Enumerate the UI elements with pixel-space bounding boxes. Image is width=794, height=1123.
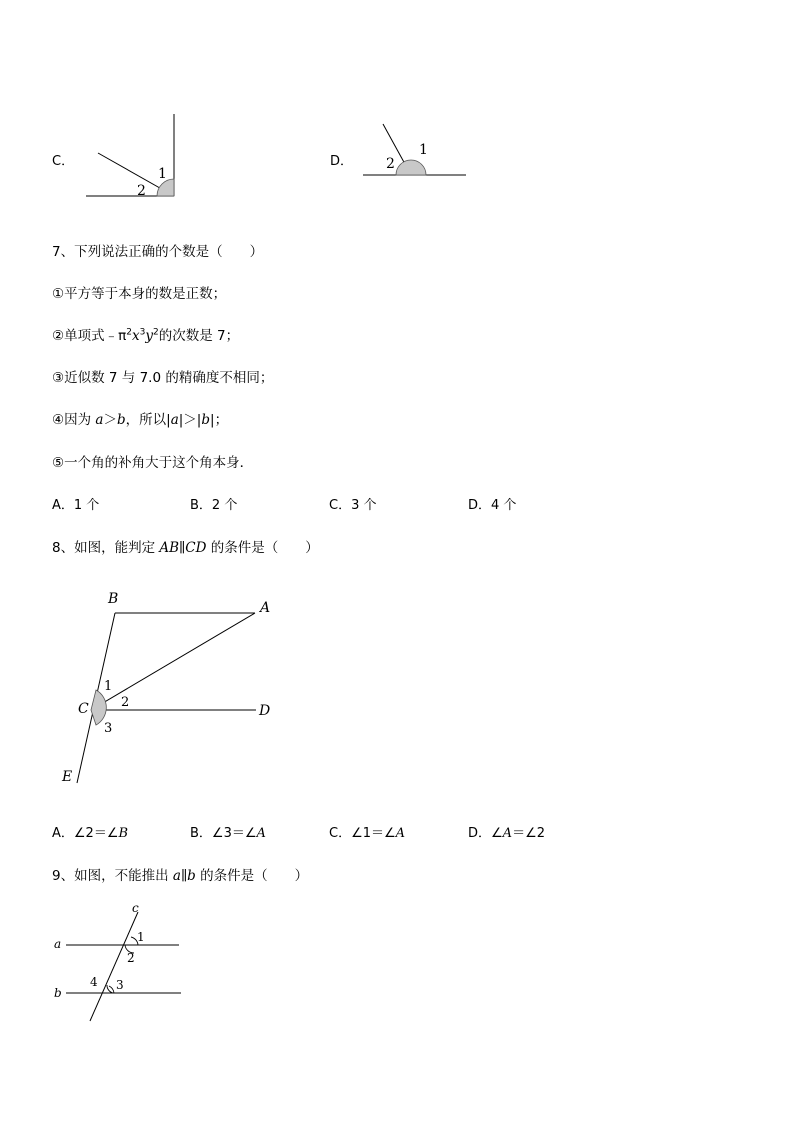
- q6-figure-d: [360, 118, 470, 182]
- q8-label-e: E: [62, 769, 73, 785]
- q9-angle2-label: 2: [127, 951, 135, 965]
- q9-label-c: c: [132, 901, 139, 915]
- q7-option-a[interactable]: A．1 个: [52, 498, 100, 513]
- q8-angle3-label: 3: [104, 721, 113, 736]
- q9-angle3-arc: [109, 986, 114, 993]
- q6-d-angle-arc: [396, 160, 426, 175]
- q7-statement-1: ①平方等于本身的数是正数；: [52, 286, 227, 302]
- q8-label-c: C: [78, 701, 89, 717]
- q7-stem: 7、下列说法正确的个数是（ ）: [52, 244, 264, 260]
- q8-option-d[interactable]: D．∠A＝∠2: [468, 826, 545, 841]
- q9-figure: [50, 900, 190, 1025]
- q7-option-b[interactable]: B．2 个: [190, 498, 238, 513]
- q9-angle1-label: 1: [137, 930, 145, 944]
- q9-label-a: a: [54, 937, 62, 951]
- q6-c-angle1-label: 1: [158, 166, 167, 182]
- q8-angle1-label: 1: [104, 679, 113, 694]
- q9-stem: 9、如图，不能推出 a∥b 的条件是（ ）: [52, 868, 309, 884]
- q6-option-c-label: C．: [52, 154, 75, 169]
- q8-option-b[interactable]: B．∠3＝∠A: [190, 826, 266, 841]
- q9-angle4-label: 4: [90, 975, 98, 989]
- q7-option-d[interactable]: D．4 个: [468, 498, 517, 513]
- q9-label-b: b: [54, 986, 62, 1000]
- q7-statement-3: ③近似数 7 与 7.0 的精确度不相同；: [52, 370, 274, 386]
- q7-statement-4: ④因为 a＞b，所以|a|＞|b|；: [52, 412, 229, 428]
- q6-c-angle2-label: 2: [137, 183, 146, 199]
- q8-stem: 8、如图，能判定 AB∥CD 的条件是（ ）: [52, 540, 319, 556]
- q8-figure: [50, 585, 290, 790]
- q7-option-c[interactable]: C．3 个: [329, 498, 377, 513]
- q8-label-a: A: [260, 600, 271, 616]
- q8-option-c[interactable]: C．∠1＝∠A: [329, 826, 406, 841]
- q9-angle3-label: 3: [116, 978, 124, 992]
- q7-statement-5: ⑤一个角的补角大于这个角本身．: [52, 455, 254, 471]
- q8-angle-arc: [91, 690, 106, 725]
- q6-d-angle1-label: 1: [419, 142, 428, 158]
- q8-angle2-label: 2: [121, 695, 130, 710]
- q7-statement-2: ②单项式$﹣\pi^2x^3y^2$的次数是 7；: [52, 327, 240, 344]
- q8-label-b: B: [108, 591, 119, 607]
- q6-figure-c: [80, 108, 190, 206]
- q8-option-a[interactable]: A．∠2＝∠B: [52, 826, 129, 841]
- q6-option-d-label: D．: [330, 154, 354, 169]
- q6-d-angle2-label: 2: [386, 156, 395, 172]
- q8-label-d: D: [259, 703, 271, 719]
